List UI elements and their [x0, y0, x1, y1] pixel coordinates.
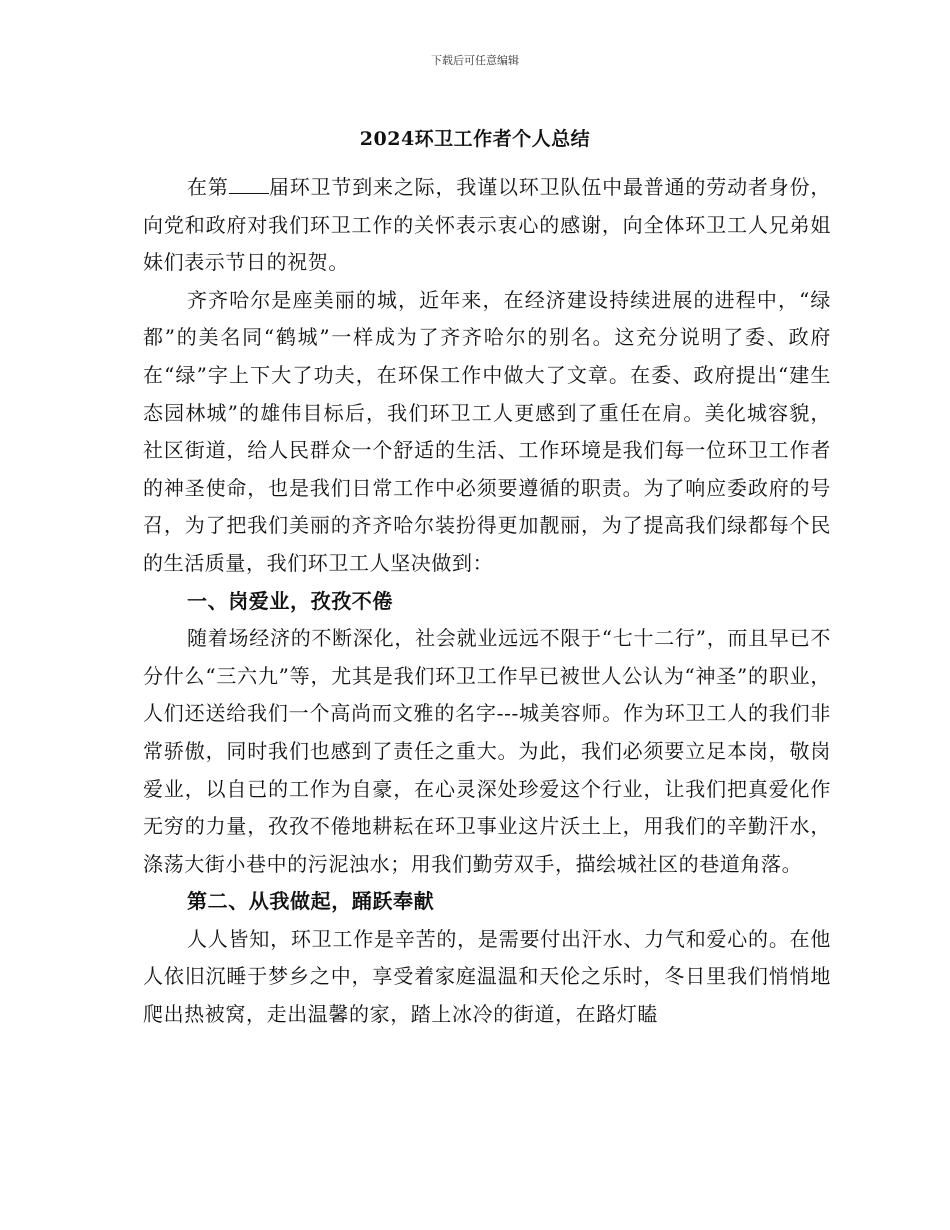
- section-heading-1: 一、岗爱业，孜孜不倦: [187, 588, 393, 613]
- section-heading-2: 第二、从我做起，踊跃奉献: [187, 889, 435, 914]
- paragraph-1: [143, 169, 831, 282]
- document-body: [143, 169, 831, 1034]
- paragraph-1-lead: 在第: [187, 175, 229, 199]
- paragraph-3: 随着场经济的不断深化，社会就业远远不限于“七十二行”，而且早已不分什么“三六九”等，尤其是我们环卫工作早已被世人公认为“神圣”的职业，人们还送给我们一个高尚而文雅的名字---城美容师。作为环卫工人的我们非常骄傲，同时我们也感到了责任之重大。为此，我们必须要立足本岗，敬岗爱业，以自已的工作为自豪，在心灵深处珍爱这个行业，让我们把真爱化作无穷的力量，孜孜不倦地耕耘在环卫事业这片沃土上，用我们的辛勤汗水，涤荡大街小巷中的污泥浊水；用我们勤劳双手，描绘城社区的巷道角落。: [143, 626, 831, 876]
- paragraph-1-rest: 届环卫节到来之际，我谨以环卫队伍中最普通的劳动者身份，向党和政府对我们环卫工作的关怀表示衷心的感谢，向全体环卫工人兄弟姐妹们表示节日的祝贺。: [143, 175, 831, 275]
- fill-in-blank: [229, 173, 269, 194]
- page-header-note: 下载后可任意编辑: [431, 54, 519, 67]
- paragraph-4: 人人皆知，环卫工作是辛苦的，是需要付出汗水、力气和爱心的。在他人依旧沉睡于梦乡之中，享受着家庭温温和天伦之乐时，冬日里我们悄悄地爬出热被窝，走出温馨的家，踏上冰冷的街道，在路灯瞌: [143, 926, 831, 1027]
- document-title: 2024环卫工作者个人总结: [359, 128, 591, 150]
- paragraph-2: 齐齐哈尔是座美丽的城，近年来，在经济建设持续进展的进程中，“绿都”的美名同“鹤城”一样成为了齐齐哈尔的别名。这充分说明了委、政府在“绿”字上下大了功夫，在环保工作中做大了文章。在委、政府提出“建生态园林城”的雄伟目标后，我们环卫工人更感到了重任在肩。美化城容貌，社区街道，给人民群众一个舒适的生活、工作环境是我们每一位环卫工作者的神圣使命，也是我们日常工作中必须要遵循的职责。为了响应委政府的号召，为了把我们美丽的齐齐哈尔装扮得更加靓丽，为了提高我们绿都每个民的生活质量，我们环卫工人坚决做到：: [143, 287, 831, 575]
